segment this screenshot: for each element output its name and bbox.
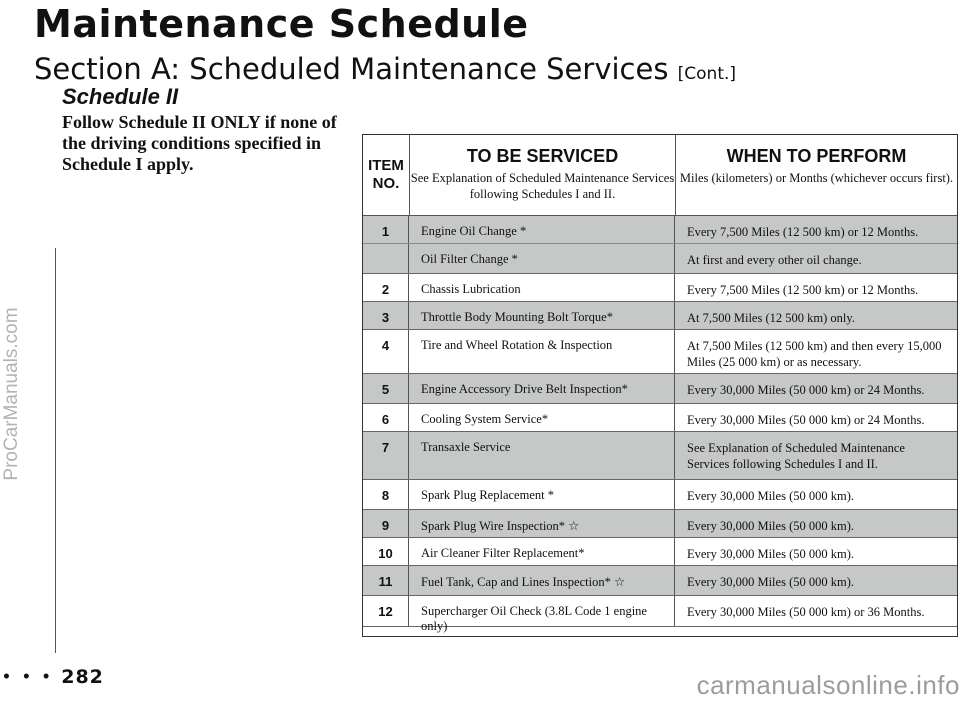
- subtitle-suffix: [Cont.]: [677, 64, 737, 84]
- item-column-header: [363, 135, 410, 215]
- maintenance-table: [362, 134, 958, 637]
- when-cell: At first and every other oil change.: [687, 253, 862, 267]
- table-row: [363, 538, 957, 566]
- schedule-heading: Schedule II: [62, 84, 179, 109]
- when-head-title: WHEN TO PERFORM: [726, 146, 907, 166]
- item-number: 6: [363, 404, 409, 431]
- item-number: 4: [363, 330, 409, 373]
- service-cell: Spark Plug Replacement *: [409, 480, 675, 509]
- when-cell: At 7,500 Miles (12 500 km) and then every 15,000 Miles (25 000 km) or as necessary.: [687, 339, 942, 369]
- service-cell: Oil Filter Change *: [409, 244, 675, 273]
- table-row: [363, 302, 957, 330]
- table-row: [363, 274, 957, 302]
- item-number: 5: [363, 374, 409, 403]
- item-number: 9: [363, 510, 409, 537]
- service-cell: Engine Oil Change *: [409, 216, 675, 243]
- when-cell: Every 30,000 Miles (50 000 km).: [687, 489, 854, 503]
- table-header: [363, 135, 957, 216]
- service-cell: Chassis Lubrication: [409, 274, 675, 301]
- service-column-header: [410, 135, 676, 215]
- table-body: [363, 216, 957, 633]
- item-head-line1: ITEM: [368, 157, 404, 174]
- service-cell: Cooling System Service*: [409, 404, 675, 431]
- table-row: [363, 404, 957, 432]
- when-column-header: [676, 135, 957, 215]
- service-head-note: See Explanation of Scheduled Maintenance Services following Schedules I and II.: [410, 171, 675, 201]
- when-cell: Every 7,500 Miles (12 500 km) or 12 Months.: [687, 283, 919, 297]
- item-number: 1: [363, 216, 409, 243]
- item-number: 2: [363, 274, 409, 301]
- service-cell: Transaxle Service: [409, 432, 675, 479]
- when-cell: Every 30,000 Miles (50 000 km).: [687, 575, 854, 589]
- page-number-value: 282: [61, 666, 104, 688]
- when-head-note: Miles (kilometers) or Months (whichever occurs first).: [679, 171, 954, 185]
- table-row: [363, 244, 957, 274]
- item-number: 8: [363, 480, 409, 509]
- page-dots: • • •: [2, 669, 54, 686]
- table-row: [363, 374, 957, 404]
- table-row: [363, 596, 957, 633]
- table-row: [363, 566, 957, 596]
- when-cell: Every 30,000 Miles (50 000 km).: [687, 547, 854, 561]
- service-cell: Fuel Tank, Cap and Lines Inspection* ☆: [409, 566, 675, 595]
- item-number: [363, 244, 409, 273]
- service-cell: Tire and Wheel Rotation & Inspection: [409, 330, 675, 373]
- section-subtitle: [34, 52, 736, 86]
- service-cell: Throttle Body Mounting Bolt Torque*: [409, 302, 675, 329]
- item-number: 7: [363, 432, 409, 479]
- item-number: 3: [363, 302, 409, 329]
- item-head-line2: NO.: [372, 175, 400, 192]
- service-head-title: TO BE SERVICED: [466, 146, 619, 166]
- when-cell: Every 30,000 Miles (50 000 km).: [687, 519, 854, 533]
- item-number: 12: [363, 596, 409, 626]
- table-row: [363, 480, 957, 510]
- service-cell: Spark Plug Wire Inspection* ☆: [409, 510, 675, 537]
- when-cell: Every 30,000 Miles (50 000 km) or 24 Months.: [687, 383, 925, 397]
- item-number: 10: [363, 538, 409, 565]
- page-title: Maintenance Schedule: [34, 2, 529, 46]
- service-cell: Engine Accessory Drive Belt Inspection*: [409, 374, 675, 403]
- service-cell: Air Cleaner Filter Replacement*: [409, 538, 675, 565]
- table-row: [363, 216, 957, 244]
- table-row: [363, 330, 957, 374]
- intro-text: Follow Schedule II ONLY if none of the driving conditions specified in Schedule I apply.: [62, 112, 337, 174]
- bottom-watermark: carmanualsonline.info: [696, 670, 960, 700]
- when-cell: Every 30,000 Miles (50 000 km) or 36 Months.: [687, 605, 925, 619]
- page-number: [2, 666, 104, 688]
- when-cell: See Explanation of Scheduled Maintenance Services following Schedules I and II.: [687, 441, 905, 471]
- left-margin-rule: [55, 248, 56, 653]
- subtitle-text: Section A: Scheduled Maintenance Services: [34, 52, 669, 86]
- when-cell: At 7,500 Miles (12 500 km) only.: [687, 311, 855, 325]
- table-row: [363, 432, 957, 480]
- when-cell: Every 7,500 Miles (12 500 km) or 12 Months.: [687, 225, 919, 239]
- when-cell: Every 30,000 Miles (50 000 km) or 24 Months.: [687, 413, 925, 427]
- service-cell: Supercharger Oil Check (3.8L Code 1 engine only): [409, 596, 675, 626]
- table-row: [363, 510, 957, 538]
- item-number: 11: [363, 566, 409, 595]
